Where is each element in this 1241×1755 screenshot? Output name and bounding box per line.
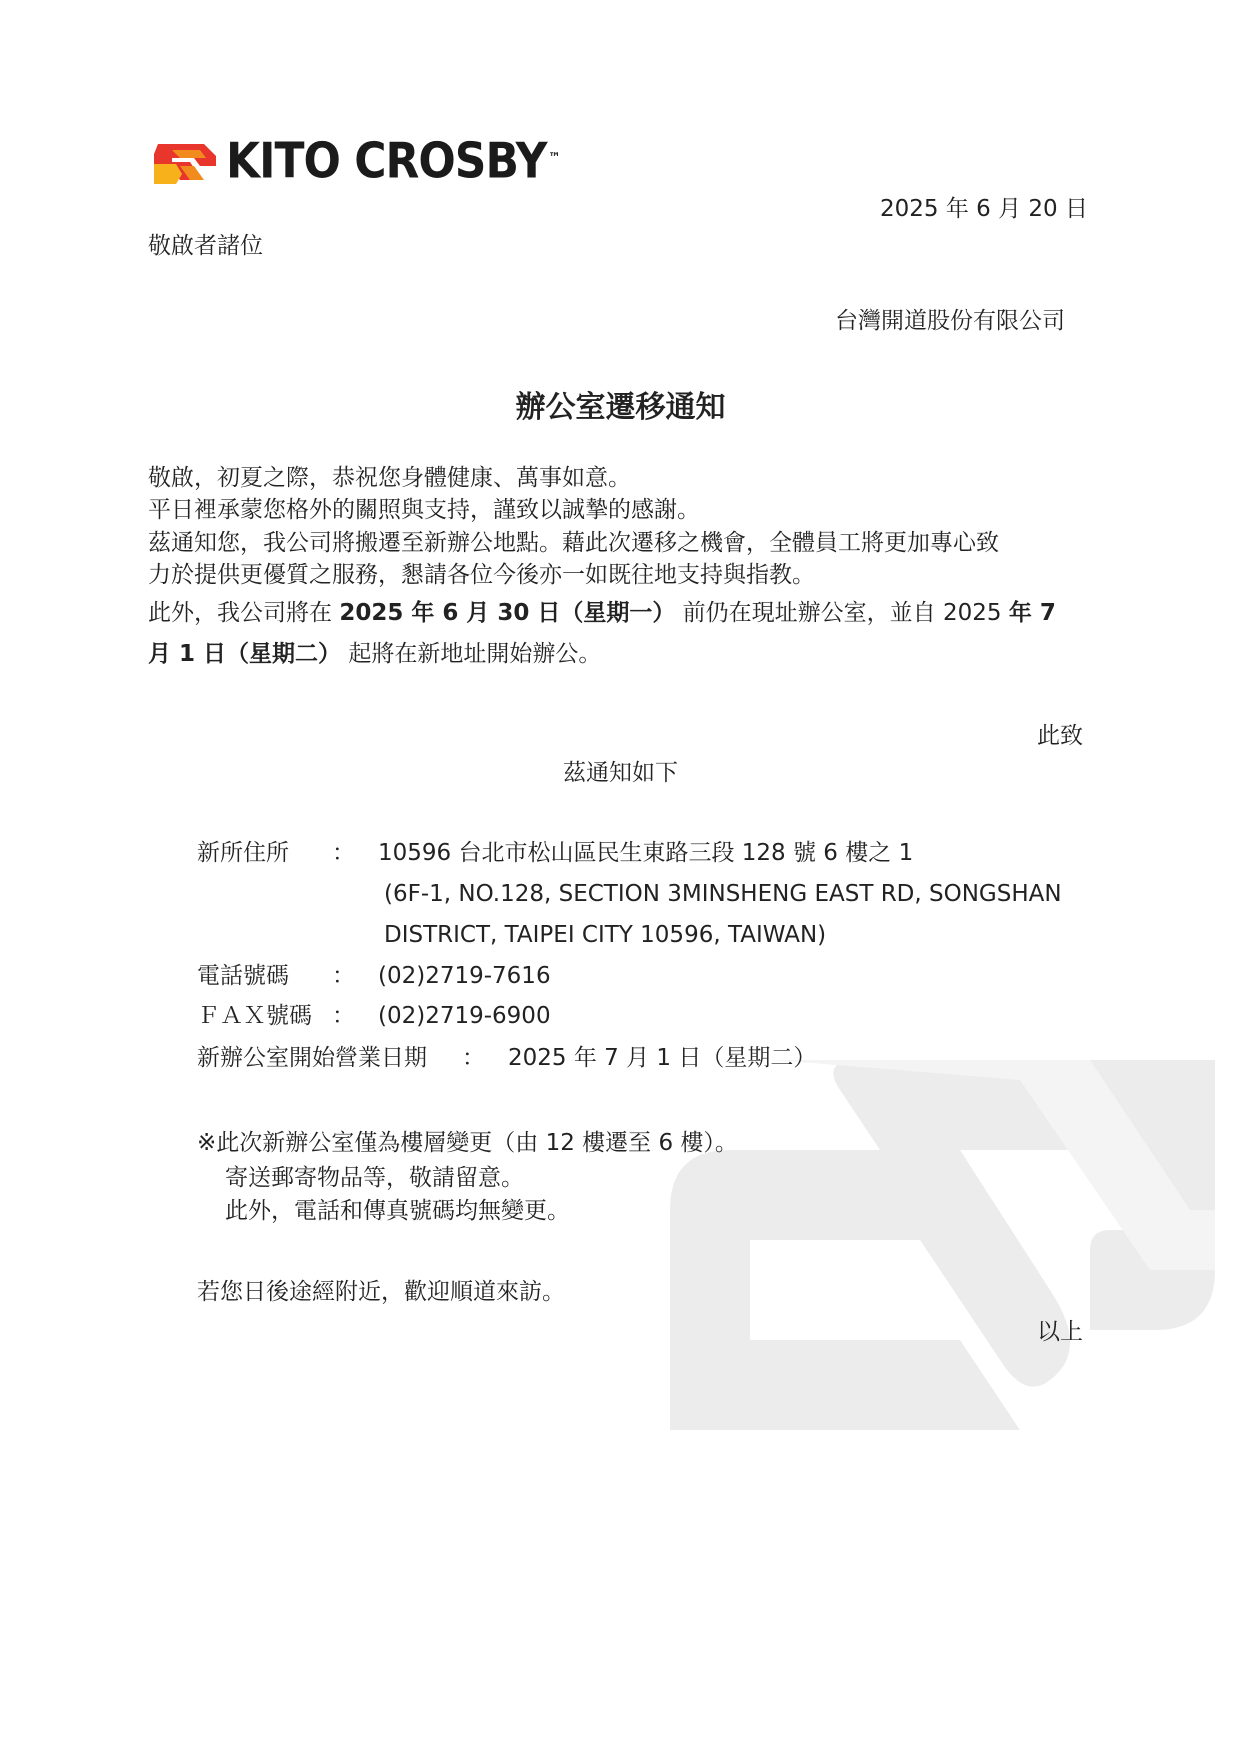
body-line-6 [148,638,601,670]
body-line-3: 茲通知您，我公司將搬遷至新辦公地點。藉此次遷移之機會，全體員工將更加專心致 [148,530,999,556]
body-line-5-a: 此外，我公司將在 [148,600,340,626]
body-line-6-b: 起將在新地址開始辦公。 [341,641,602,667]
body-line-5 [148,597,1056,629]
address-en-line-2: DISTRICT, TAIPEI CITY 10596, TAIWAN) [384,922,827,948]
company-name: 台灣開道股份有限公司 [835,308,1065,334]
phone-label: 電話號碼 [197,963,289,989]
note-line-2: 寄送郵寄物品等，敬請留意。 [225,1165,524,1191]
new-office-start-date-part-1: 年 7 [1008,600,1056,626]
phone-colon: ： [332,963,355,989]
open-date: 2025 年 7 月 1 日（星期二） [508,1045,817,1071]
logo-wordmark: KITO CROSBY ™ [226,132,560,190]
current-office-end-date: 2025 年 6 月 30 日（星期一） [339,600,676,626]
visit-invitation: 若您日後途經附近，歡迎順道來訪。 [197,1279,565,1305]
closing-end: 以上 [1037,1319,1083,1345]
kito-crosby-watermark-graphic [670,1060,1215,1430]
document-title: 辦公室遷移通知 [515,390,726,425]
fax-label: ＦＡＸ號碼 [197,1003,312,1029]
fax-number: (02)2719-6900 [378,1003,551,1029]
open-date-colon: ： [462,1045,485,1071]
address-en-line-1: (6F-1, NO.128, SECTION 3MINSHENG EAST RD, SONGSHAN [384,881,1062,907]
note-line-1: ※此次新辦公室僅為樓層變更（由 12 樓遷至 6 樓）。 [197,1130,738,1156]
salutation: 敬啟者諸位 [148,233,263,259]
address-zh: 10596 台北市松山區民生東路三段 128 號 6 樓之 1 [378,840,914,866]
notice-heading: 茲通知如下 [563,760,678,786]
body-line-4: 力於提供更優質之服務，懇請各位今後亦一如既往地支持與指教。 [148,562,815,588]
fax-colon: ： [332,1003,355,1029]
closing-regards: 此致 [1037,723,1083,749]
address-label: 新所住所 [197,840,289,866]
open-date-label: 新辦公室開始營業日期 [197,1045,427,1071]
note-line-3: 此外，電話和傳真號碼均無變更。 [225,1198,570,1224]
document-date: 2025 年 6 月 20 日 [880,196,1088,222]
body-line-5-c: 前仍在現址辦公室，並自 2025 [675,600,1009,626]
body-line-2: 平日裡承蒙您格外的關照與支持，謹致以誠摯的感謝。 [148,497,700,523]
phone-number: (02)2719-7616 [378,963,551,989]
kito-crosby-mark-icon [150,140,218,184]
body-line-1: 敬啟，初夏之際，恭祝您身體健康、萬事如意。 [148,465,631,491]
address-colon: ： [332,840,355,866]
company-logo [150,132,560,190]
new-office-start-date-part-2: 月 1 日（星期二） [148,641,342,667]
